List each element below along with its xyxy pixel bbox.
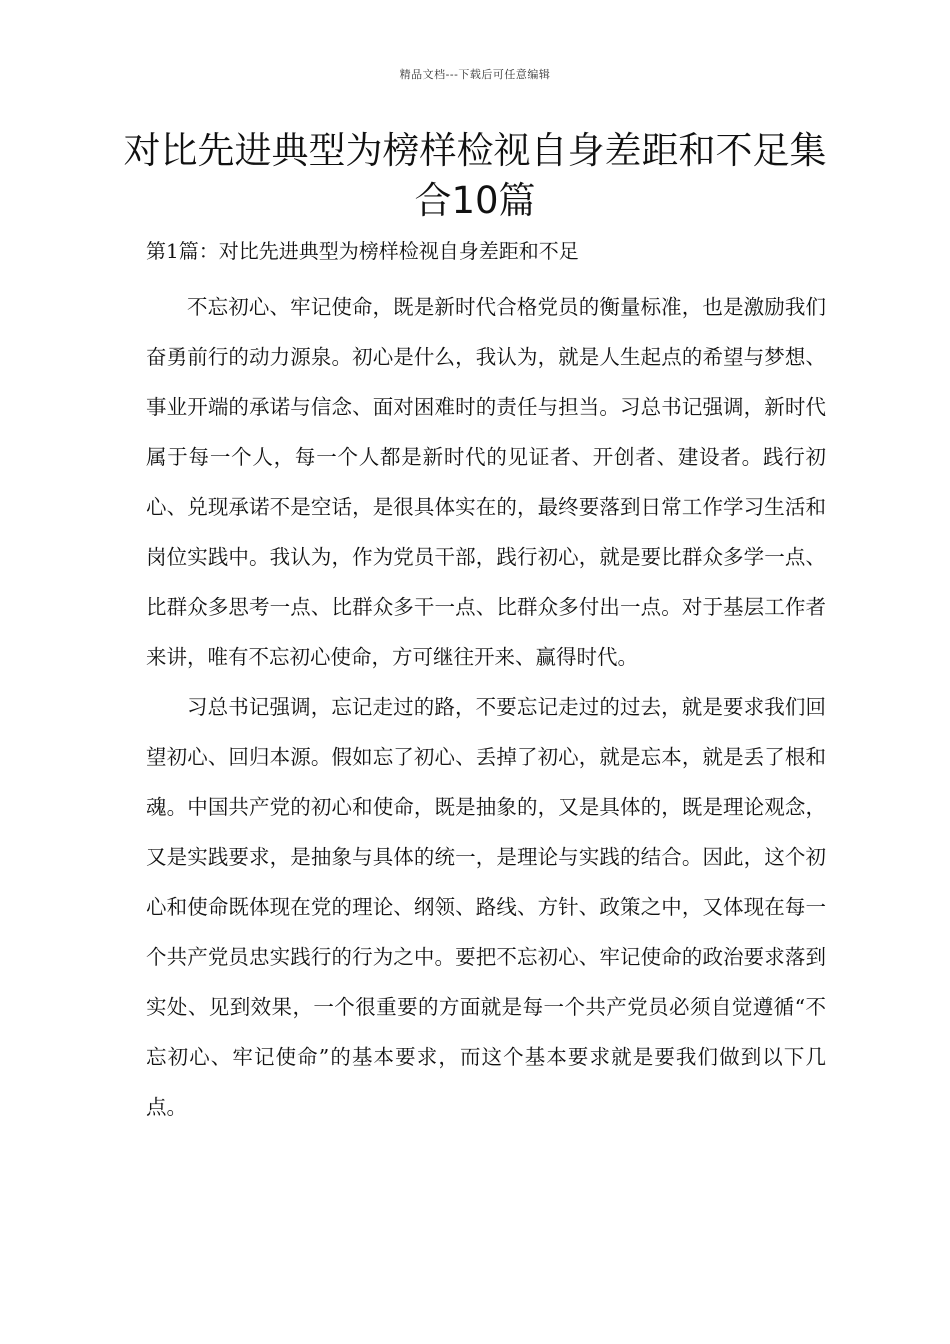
paragraph-1: 不忘初心、牢记使命，既是新时代合格党员的衡量标准，也是激励我们奋勇前行的动力源泉。初心是什么，我认为，就是人生起点的希望与梦想、事业开端的承诺与信念、面对困难时的责任与担当。习总书记强调，新时代属于每一个人，每一个人都是新时代的见证者、开创者、建设者。践行初心、兑现承诺不是空话，是很具体实在的，最终要落到日常工作学习生活和岗位实践中。我认为，作为党员干部，践行初心，就是要比群众多学一点、比群众多思考一点、比群众多干一点、比群众多付出一点。对于基层工作者来讲，唯有不忘初心使命，方可继往开来、赢得时代。 bbox=[146, 295, 826, 669]
document-title: 对比先进典型为榜样检视自身差距和不足集合10篇 bbox=[123, 129, 827, 222]
document-body bbox=[146, 282, 826, 1132]
paragraph-2: 习总书记强调，忘记走过的路，不要忘记走过的过去，就是要求我们回望初心、回归本源。假如忘了初心、丢掉了初心，就是忘本，就是丢了根和魂。中国共产党的初心和使命，既是抽象的，又是具体的，既是理论观念，又是实践要求，是抽象与具体的统一，是理论与实践的结合。因此，这个初心和使命既体现在党的理论、纲领、路线、方针、政策之中，又体现在每一个共产党员忠实践行的行为之中。要把不忘初心、牢记使命的政治要求落到实处、见到效果，一个很重要的方面就是每一个共产党员必须自觉遵循“不忘初心、牢记使命”的基本要求，而这个基本要求就是要我们做到以下几点。 bbox=[146, 695, 826, 1119]
section-heading: 第1篇：对比先进典型为榜样检视自身差距和不足 bbox=[146, 239, 579, 263]
header-note: 精品文档---下载后可任意编辑 bbox=[399, 68, 551, 81]
